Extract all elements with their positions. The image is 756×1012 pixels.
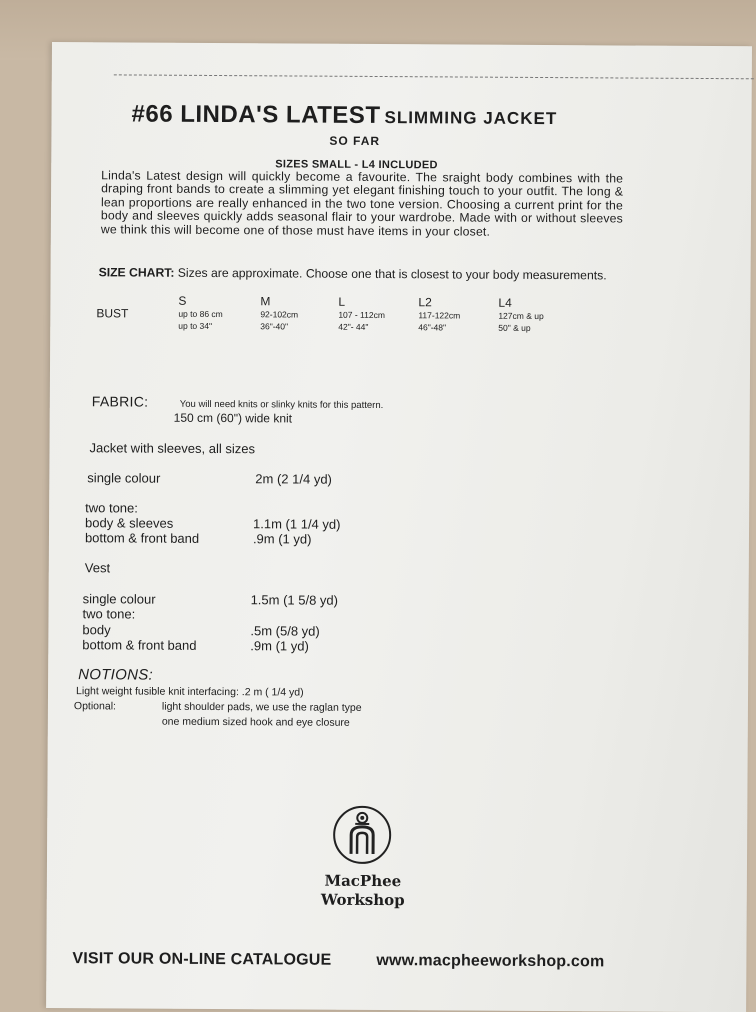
jacket-body-value: 1.1m (1 1/4 yd) (253, 516, 341, 532)
size-name: L2 (418, 295, 460, 309)
notions-optional-label: Optional: (74, 700, 116, 712)
size-chart-text: Sizes are approximate. Choose one that is closest to your body measurements. (178, 266, 607, 283)
footer-url: www.macpheeworkshop.com (376, 952, 604, 971)
jacket-two-tone-label: two tone: (85, 500, 138, 515)
bust-row-label: BUST (96, 306, 128, 320)
size-column-l (338, 295, 385, 333)
pattern-subtitle: SO FAR (329, 134, 380, 148)
macphee-logo-icon (332, 804, 392, 866)
notions-interfacing: Light weight fusible knit interfacing: .2 m ( 1/4 yd) (76, 685, 304, 698)
jacket-bottom-label: bottom & front band (85, 530, 199, 546)
sizes-included-heading: SIZES SMALL - L4 INCLUDED (275, 158, 438, 171)
size-chart-label: SIZE CHART: (99, 265, 175, 279)
vest-bottom-label: bottom & front band (82, 637, 196, 653)
size-name: L (338, 295, 385, 309)
vest-bottom-value: .9m (1 yd) (250, 638, 309, 653)
notions-heading: NOTIONS: (78, 666, 153, 683)
jacket-heading: Jacket with sleeves, all sizes (89, 440, 255, 456)
size-imperial: 36"-40" (260, 320, 298, 332)
size-imperial: 50" & up (498, 322, 543, 334)
fabric-heading: FABRIC: (92, 393, 149, 409)
size-metric: 107 - 112cm (338, 309, 385, 321)
vest-body-value: .5m (5/8 yd) (250, 623, 319, 638)
pattern-number-title: #66 LINDA'S LATEST (131, 100, 380, 129)
size-name: L4 (498, 296, 543, 310)
vest-heading: Vest (85, 560, 110, 575)
fabric-width: 150 cm (60") wide knit (174, 411, 292, 426)
pattern-title (131, 100, 557, 131)
pattern-sheet (46, 42, 752, 1012)
size-metric: up to 86 cm (178, 308, 222, 320)
vest-two-tone-label: two tone: (82, 606, 135, 621)
size-metric: 117-122cm (418, 309, 460, 321)
size-name: S (178, 294, 223, 308)
jacket-single-label: single colour (87, 470, 160, 485)
logo-line-1: MacPhee (313, 872, 413, 892)
size-column-l4 (498, 296, 544, 334)
fabric-note: You will need knits or slinky knits for this pattern. (180, 399, 384, 411)
vest-single-label: single colour (83, 591, 156, 606)
size-name: M (260, 294, 298, 308)
size-imperial: 46"-48" (418, 321, 460, 333)
footer-catalogue: VISIT OUR ON-LINE CATALOGUE (72, 950, 331, 970)
size-chart-intro (99, 266, 619, 283)
pattern-description: Linda's Latest design will quickly become a favourite. The sraight body combines with the draping front bands to create a slimming yet elegant finishing touch to your outfit. The long & lean proportions are really enhanced in the two tone version. Choosing a current print for the body and sleeves quickly adds seasonal flair to your wardrobe. Made with or without sleeves we think this will become one of those must have items in your closet. (101, 169, 623, 239)
logo-wordmark (313, 872, 413, 911)
notions-optional-line2: one medium sized hook and eye closure (162, 716, 350, 729)
dashed-rule (114, 74, 754, 79)
jacket-single-value: 2m (2 1/4 yd) (255, 471, 332, 486)
size-column-m (260, 294, 298, 332)
logo-line-2: Workshop (313, 891, 413, 911)
size-column-l2 (418, 295, 460, 333)
notions-optional-line1: light shoulder pads, we use the raglan type (162, 701, 362, 714)
jacket-body-label: body & sleeves (85, 515, 173, 531)
pattern-title-suffix: SLIMMING JACKET (384, 108, 557, 128)
vest-body-label: body (82, 622, 110, 637)
jacket-bottom-value: .9m (1 yd) (253, 531, 312, 546)
size-metric: 127cm & up (498, 310, 543, 322)
vest-single-value: 1.5m (1 5/8 yd) (251, 592, 339, 608)
size-metric: 92-102cm (260, 308, 298, 320)
size-column-s (178, 294, 223, 332)
size-imperial: 42"- 44" (338, 321, 385, 333)
size-imperial: up to 34" (178, 320, 222, 332)
